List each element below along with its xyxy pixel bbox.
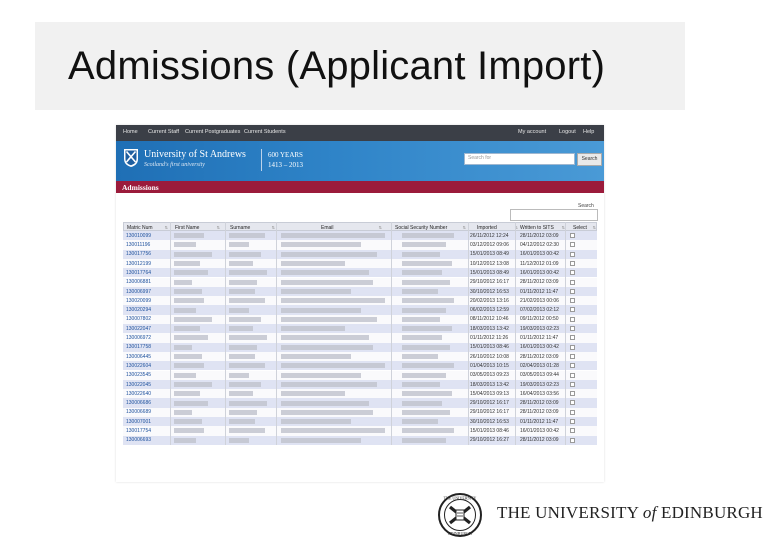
anniversary-label: 600 YEARS <box>268 151 303 159</box>
table-row[interactable] <box>123 361 597 370</box>
redacted-cell <box>229 326 253 331</box>
redacted-cell <box>229 419 255 424</box>
redacted-cell <box>229 438 249 443</box>
redacted-cell <box>281 335 369 340</box>
redacted-cell <box>402 354 438 359</box>
table-row[interactable] <box>123 268 597 277</box>
redacted-cell <box>229 289 255 294</box>
written-to-sits-date: 09/11/2012 00:50 <box>520 316 559 323</box>
redacted-cell <box>174 308 196 313</box>
column-header-email[interactable]: Email ⇅ <box>321 225 381 231</box>
redacted-cell <box>402 373 446 378</box>
written-to-sits-date: 16/01/2013 00:42 <box>520 251 559 258</box>
redacted-cell <box>281 289 351 294</box>
redacted-cell <box>229 317 261 322</box>
redacted-cell <box>174 391 200 396</box>
matric-number-link[interactable]: 130012199 <box>126 260 152 267</box>
table-row[interactable] <box>123 250 597 259</box>
select-checkbox[interactable] <box>570 233 575 238</box>
redacted-cell <box>229 233 265 238</box>
matric-number-link[interactable]: 130006972 <box>126 335 152 342</box>
redacted-cell <box>229 363 265 368</box>
redacted-cell <box>174 298 204 303</box>
column-header-imported[interactable]: Imported ⇅ <box>477 225 517 231</box>
matric-number-link[interactable]: 130006445 <box>126 353 152 360</box>
redacted-cell <box>402 382 440 387</box>
site-search-button[interactable]: Search <box>577 153 602 166</box>
redacted-cell <box>174 242 196 247</box>
redacted-cell <box>174 363 204 368</box>
select-checkbox[interactable] <box>570 354 575 359</box>
redacted-cell <box>281 261 345 266</box>
redacted-cell <box>281 428 385 433</box>
svg-text:EDINBURGH: EDINBURGH <box>448 531 472 536</box>
redacted-cell <box>402 270 442 275</box>
written-to-sits-date: 28/11/2012 03:09 <box>520 400 559 407</box>
redacted-cell <box>402 428 454 433</box>
redacted-cell <box>174 382 212 387</box>
redacted-cell <box>402 252 440 257</box>
imported-date: 15/01/2013 08:46 <box>470 344 509 351</box>
wordmark-the-university: THE UNIVERSITY <box>497 503 639 522</box>
matric-number-link[interactable]: 130006997 <box>126 288 152 295</box>
slide-title: Admissions (Applicant Import) <box>68 44 606 88</box>
column-divider <box>515 222 516 445</box>
written-to-sits-date: 01/11/2012 11:47 <box>520 418 559 425</box>
table-row[interactable] <box>123 333 597 342</box>
top-navigation-bar <box>116 125 604 141</box>
matric-number-link[interactable]: 130006881 <box>126 279 152 286</box>
redacted-cell <box>402 308 446 313</box>
select-checkbox[interactable] <box>570 400 575 405</box>
nav-help[interactable]: Help <box>583 129 595 135</box>
select-checkbox[interactable] <box>570 317 575 322</box>
redacted-cell <box>281 363 385 368</box>
redacted-cell <box>174 373 196 378</box>
redacted-cell <box>402 410 450 415</box>
redacted-cell <box>402 419 438 424</box>
table-row[interactable] <box>123 436 597 445</box>
written-to-sits-date: 28/11/2012 03:09 <box>520 353 559 360</box>
table-row[interactable] <box>123 278 597 287</box>
redacted-cell <box>281 345 373 350</box>
wordmark-of: of <box>642 503 657 522</box>
table-row[interactable] <box>123 398 597 407</box>
select-checkbox[interactable] <box>570 428 575 433</box>
table-header <box>123 222 597 231</box>
redacted-cell <box>174 438 196 443</box>
imported-date: 10/12/2012 13:08 <box>470 260 509 267</box>
written-to-sits-date: 19/03/2013 02:23 <box>520 381 559 388</box>
written-to-sits-date: 02/04/2013 01:28 <box>520 362 559 369</box>
imported-date: 03/12/2012 09:06 <box>470 242 509 249</box>
redacted-cell <box>174 252 212 257</box>
table-row[interactable] <box>123 287 597 296</box>
column-divider <box>276 222 277 445</box>
redacted-cell <box>402 438 446 443</box>
redacted-cell <box>229 382 261 387</box>
select-checkbox[interactable] <box>570 373 575 378</box>
redacted-cell <box>229 298 265 303</box>
redacted-cell <box>174 410 192 415</box>
redacted-cell <box>229 252 261 257</box>
table-row[interactable] <box>123 305 597 314</box>
redacted-cell <box>229 345 257 350</box>
select-checkbox[interactable] <box>570 419 575 424</box>
select-checkbox[interactable] <box>570 438 575 443</box>
redacted-cell <box>229 401 267 406</box>
imported-date: 03/05/2013 09:23 <box>470 372 509 379</box>
nav-logout[interactable]: Logout <box>559 129 576 135</box>
redacted-cell <box>229 270 267 275</box>
redacted-cell <box>229 242 249 247</box>
redacted-cell <box>402 401 442 406</box>
redacted-cell <box>229 261 253 266</box>
university-name[interactable]: University of St Andrews <box>144 149 246 160</box>
redacted-cell <box>229 410 257 415</box>
redacted-cell <box>174 280 192 285</box>
matric-number-link[interactable]: 130023545 <box>126 372 152 379</box>
imported-date: 30/10/2012 16:53 <box>470 288 509 295</box>
table-search-label: Search <box>578 203 594 209</box>
redacted-cell <box>174 326 200 331</box>
redacted-cell <box>402 345 450 350</box>
imported-date: 30/10/2012 16:53 <box>470 418 509 425</box>
redacted-cell <box>281 280 373 285</box>
redacted-cell <box>174 335 208 340</box>
matric-number-link[interactable]: 130020294 <box>126 307 152 314</box>
redacted-cell <box>402 317 440 322</box>
imported-date: 29/10/2012 16:17 <box>470 400 509 407</box>
matric-number-link[interactable]: 130007802 <box>126 316 152 323</box>
matric-number-link[interactable]: 130022604 <box>126 362 152 369</box>
column-header-surname[interactable]: Surname ⇅ <box>230 225 274 231</box>
select-checkbox[interactable] <box>570 410 575 415</box>
imported-date: 29/10/2012 16:17 <box>470 409 509 416</box>
redacted-cell <box>281 326 345 331</box>
redacted-cell <box>174 317 212 322</box>
redacted-cell <box>281 308 361 313</box>
redacted-cell <box>229 280 257 285</box>
table-row[interactable] <box>123 352 597 361</box>
redacted-cell <box>281 233 385 238</box>
redacted-cell <box>174 345 192 350</box>
imported-date: 18/03/2013 13:42 <box>470 381 509 388</box>
banner-divider <box>261 149 262 171</box>
written-to-sits-date: 21/02/2013 00:06 <box>520 297 559 304</box>
select-checkbox[interactable] <box>570 307 575 312</box>
table-row[interactable] <box>123 408 597 417</box>
table-row[interactable] <box>123 426 597 435</box>
written-to-sits-date: 16/01/2013 00:42 <box>520 269 559 276</box>
select-checkbox[interactable] <box>570 363 575 368</box>
matric-number-link[interactable]: 130022047 <box>126 325 152 332</box>
written-to-sits-date: 01/11/2012 11:47 <box>520 288 559 295</box>
matric-number-link[interactable]: 130006693 <box>126 437 152 444</box>
redacted-cell <box>229 308 249 313</box>
imported-date: 15/01/2013 08:49 <box>470 269 509 276</box>
column-divider <box>225 222 226 445</box>
matric-number-link[interactable]: 130017764 <box>126 269 152 276</box>
column-divider <box>391 222 392 445</box>
column-divider <box>565 222 566 445</box>
university-banner <box>116 141 604 181</box>
redacted-cell <box>281 373 361 378</box>
redacted-cell <box>229 391 253 396</box>
select-checkbox[interactable] <box>570 335 575 340</box>
table-row[interactable] <box>123 380 597 389</box>
imported-date: 18/03/2013 13:42 <box>470 325 509 332</box>
redacted-cell <box>281 298 385 303</box>
written-to-sits-date: 28/11/2012 03:09 <box>520 232 559 239</box>
redacted-cell <box>281 419 351 424</box>
matric-number-link[interactable]: 130007001 <box>126 418 152 425</box>
edinburgh-seal-icon <box>432 491 492 538</box>
redacted-cell <box>229 354 255 359</box>
redacted-cell <box>281 401 369 406</box>
matric-number-link[interactable]: 130006689 <box>126 409 152 416</box>
redacted-cell <box>402 326 452 331</box>
redacted-cell <box>281 270 369 275</box>
table-row[interactable] <box>123 343 597 352</box>
app-screenshot <box>116 125 604 482</box>
table-row[interactable] <box>123 259 597 268</box>
imported-date: 01/11/2012 11:26 <box>470 335 509 342</box>
imported-date: 08/11/2012 10:46 <box>470 316 509 323</box>
redacted-cell <box>402 242 446 247</box>
matric-number-link[interactable]: 130010099 <box>126 232 152 239</box>
written-to-sits-date: 01/11/2012 11:47 <box>520 335 559 342</box>
select-checkbox[interactable] <box>570 280 575 285</box>
imported-date: 20/02/2013 13:16 <box>470 297 509 304</box>
written-to-sits-date: 28/11/2012 03:09 <box>520 437 559 444</box>
redacted-cell <box>402 335 442 340</box>
select-checkbox[interactable] <box>570 242 575 247</box>
select-checkbox[interactable] <box>570 345 575 350</box>
matric-number-link[interactable]: 130011196 <box>126 242 151 249</box>
matric-number-link[interactable]: 130006686 <box>126 400 152 407</box>
nav-current-staff[interactable]: Current Staff <box>148 129 180 135</box>
column-header-select[interactable]: Select ⇅ <box>573 225 595 231</box>
select-checkbox[interactable] <box>570 298 575 303</box>
redacted-cell <box>174 419 202 424</box>
redacted-cell <box>402 280 450 285</box>
imported-date: 26/10/2012 10:08 <box>470 353 509 360</box>
redacted-cell <box>174 261 200 266</box>
select-checkbox[interactable] <box>570 270 575 275</box>
matric-number-link[interactable]: 130017758 <box>126 344 152 351</box>
written-to-sits-date: 16/01/2013 00:42 <box>520 428 559 435</box>
redacted-cell <box>281 410 373 415</box>
redacted-cell <box>281 391 345 396</box>
table-search-input[interactable] <box>510 209 598 221</box>
column-header-written-to-sits[interactable]: Written to SITS ⇅ <box>520 225 564 231</box>
imported-date: 15/01/2013 08:49 <box>470 251 509 258</box>
written-to-sits-date: 28/11/2012 03:09 <box>520 409 559 416</box>
edinburgh-wordmark <box>497 503 763 523</box>
imported-date: 29/10/2012 16:17 <box>470 279 509 286</box>
column-divider <box>468 222 469 445</box>
written-to-sits-date: 04/12/2012 02:30 <box>520 242 559 249</box>
written-to-sits-date: 16/04/2013 03:56 <box>520 390 559 397</box>
wordmark-edinburgh: EDINBURGH <box>661 503 763 522</box>
table-row[interactable] <box>123 371 597 380</box>
select-checkbox[interactable] <box>570 382 575 387</box>
table-row[interactable] <box>123 324 597 333</box>
table-row[interactable] <box>123 296 597 305</box>
matric-number-link[interactable]: 130017754 <box>126 428 152 435</box>
column-divider <box>170 222 171 445</box>
matric-number-link[interactable]: 130022045 <box>126 381 152 388</box>
select-checkbox[interactable] <box>570 289 575 294</box>
section-bar <box>116 181 604 193</box>
column-header-ssn[interactable]: Social Security Number ⇅ <box>395 225 465 231</box>
nav-current-students[interactable]: Current Students <box>244 129 286 135</box>
redacted-cell <box>402 233 454 238</box>
nav-current-postgraduates[interactable]: Current Postgraduates <box>185 129 241 135</box>
redacted-cell <box>281 242 361 247</box>
written-to-sits-date: 28/11/2012 03:09 <box>520 279 559 286</box>
written-to-sits-date: 16/01/2013 00:42 <box>520 344 559 351</box>
imported-date: 15/04/2013 09:13 <box>470 390 509 397</box>
table-row[interactable] <box>123 315 597 324</box>
written-to-sits-date: 03/05/2013 09:44 <box>520 372 559 379</box>
redacted-cell <box>174 233 204 238</box>
redacted-cell <box>402 363 454 368</box>
table-row[interactable] <box>123 417 597 426</box>
written-to-sits-date: 19/03/2013 02:23 <box>520 325 559 332</box>
redacted-cell <box>174 428 204 433</box>
redacted-cell <box>402 261 452 266</box>
university-motto: Scotland's first university <box>144 162 205 168</box>
redacted-cell <box>281 317 377 322</box>
column-header-first-name[interactable]: First Name ⇅ <box>175 225 219 231</box>
redacted-cell <box>402 289 438 294</box>
select-checkbox[interactable] <box>570 252 575 257</box>
table-row[interactable] <box>123 231 597 240</box>
imported-date: 26/11/2012 12:24 <box>470 232 509 239</box>
matric-number-link[interactable]: 130020099 <box>126 297 152 304</box>
select-checkbox[interactable] <box>570 391 575 396</box>
redacted-cell <box>174 270 208 275</box>
imported-date: 01/04/2013 10:15 <box>470 362 509 369</box>
imported-date: 15/01/2013 08:46 <box>470 428 509 435</box>
section-title: Admissions <box>122 183 159 192</box>
redacted-cell <box>402 391 452 396</box>
redacted-cell <box>402 298 454 303</box>
redacted-cell <box>174 354 202 359</box>
redacted-cell <box>281 382 377 387</box>
svg-text:THE UNIVERSITY: THE UNIVERSITY <box>443 495 477 501</box>
column-header-matric[interactable]: Matric Num ⇅ <box>127 225 167 231</box>
redacted-cell <box>229 373 249 378</box>
written-to-sits-date: 07/02/2013 02:12 <box>520 307 559 314</box>
written-to-sits-date: 11/12/2012 01:09 <box>520 260 559 267</box>
table-row[interactable] <box>123 240 597 249</box>
redacted-cell <box>281 354 351 359</box>
redacted-cell <box>281 252 377 257</box>
nav-home[interactable]: Home <box>123 129 138 135</box>
select-checkbox[interactable] <box>570 261 575 266</box>
university-crest-icon <box>124 149 138 167</box>
nav-my-account[interactable]: My account <box>518 129 547 135</box>
anniversary-years: 1413 – 2013 <box>268 161 303 169</box>
matric-number-link[interactable]: 130017756 <box>126 251 152 258</box>
redacted-cell <box>229 428 265 433</box>
redacted-cell <box>281 438 361 443</box>
site-search-input[interactable] <box>464 153 575 165</box>
table-row[interactable] <box>123 389 597 398</box>
redacted-cell <box>174 289 202 294</box>
site-search-placeholder: Search for <box>468 155 492 161</box>
redacted-cell <box>229 335 267 340</box>
imported-date: 29/10/2012 16:27 <box>470 437 509 444</box>
redacted-cell <box>174 401 208 406</box>
imported-date: 06/02/2013 12:59 <box>470 307 509 314</box>
select-checkbox[interactable] <box>570 326 575 331</box>
matric-number-link[interactable]: 130022640 <box>126 390 152 397</box>
